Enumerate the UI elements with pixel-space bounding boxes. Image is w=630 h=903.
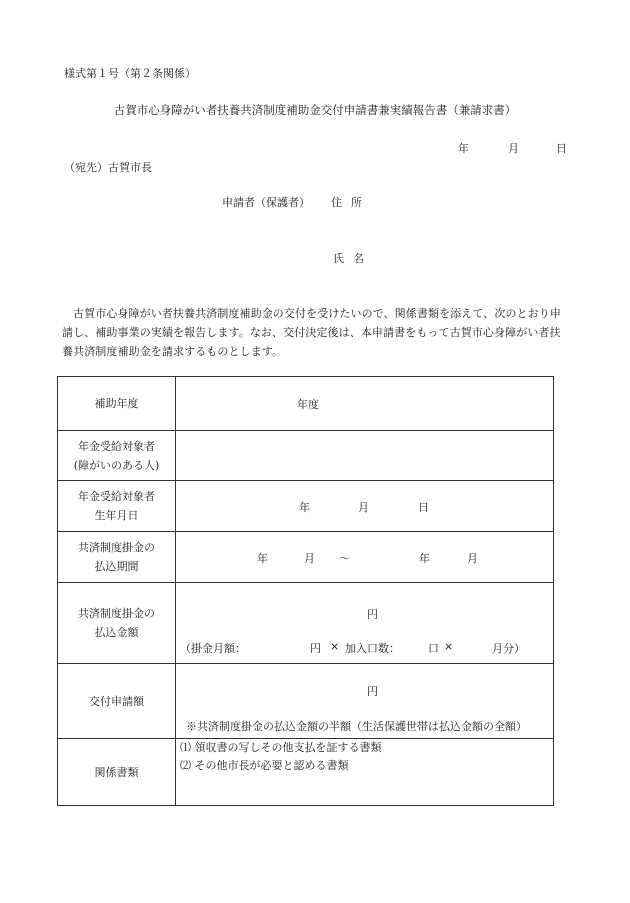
row-recipient xyxy=(58,431,554,481)
row-period xyxy=(58,532,554,583)
grant-label: 交付申請額 xyxy=(58,664,176,739)
period-tilde: ～ xyxy=(339,552,350,565)
name-label: 氏名 xyxy=(333,252,373,265)
times-sign-1: × xyxy=(330,640,340,653)
document-title: 古賀市心身障がい者扶養共済制度補助金交付申請書兼実績報告書（兼請求書） xyxy=(113,103,517,117)
addressee: （宛先）古賀市長 xyxy=(64,161,152,174)
monthly-premium-label: （掛金月額： xyxy=(180,642,246,655)
applicant-label: 申請者（保護者） xyxy=(222,196,310,209)
fiscal-year-unit: 年度 xyxy=(297,398,319,411)
recipient-label: 年金受給対象者 (障がいのある人) xyxy=(58,431,176,481)
period-start-month-unit: 月 xyxy=(304,552,315,565)
birth-month-unit: 月 xyxy=(358,501,369,514)
period-field[interactable] xyxy=(176,532,554,583)
amount-field[interactable] xyxy=(176,583,554,664)
row-grant xyxy=(58,664,554,739)
period-end-month-unit: 月 xyxy=(467,552,478,565)
period-end-year-unit: 年 xyxy=(419,552,430,565)
grant-note: ※共済制度掛金の払込金額の半額（生活保護世帯は払込金額の全額） xyxy=(186,720,527,733)
row-amount xyxy=(58,583,554,664)
fiscal-year-label: 補助年度 xyxy=(58,377,176,431)
address-label: 住所 xyxy=(331,196,371,209)
recipient-field[interactable] xyxy=(176,431,554,481)
birthdate-label: 年金受給対象者 生年月日 xyxy=(58,481,176,532)
units-label: 加入口数： xyxy=(345,642,400,655)
grant-yen-unit: 円 xyxy=(367,685,378,698)
birthdate-field[interactable] xyxy=(176,481,554,532)
row-documents xyxy=(58,739,554,806)
row-fiscal-year xyxy=(58,377,554,431)
documents-label: 関係書類 xyxy=(58,739,176,806)
months-label: 月分） xyxy=(492,642,525,655)
period-start-year-unit: 年 xyxy=(257,552,268,565)
document-item-1: ⑴ 領収書の写しその他支払を証する書類 xyxy=(180,741,382,754)
date-day-label: 日 xyxy=(556,142,567,155)
date-year-label: 年 xyxy=(458,142,469,155)
documents-field xyxy=(176,739,554,806)
document-item-2: ⑵ その他市長が必要と認める書類 xyxy=(180,759,349,772)
units-kuchi: 口 xyxy=(428,642,439,655)
form-number-label: 様式第１号（第２条関係） xyxy=(64,67,196,80)
row-birthdate xyxy=(58,481,554,532)
fiscal-year-field[interactable] xyxy=(176,377,554,431)
period-label: 共済制度掛金の 払込期間 xyxy=(58,532,176,583)
application-statement: 古賀市心身障がい者扶養共済制度補助金の交付を受けたいので、関係書類を添えて、次のとおり申請し、補助事業の実績を報告します。なお、交付決定後は、本申請書をもって古賀市心身障がい者扶養共済制度補助金を請求するものとします。 xyxy=(62,307,561,358)
amount-label: 共済制度掛金の 払込金額 xyxy=(58,583,176,664)
monthly-premium-yen: 円 xyxy=(310,642,321,655)
birth-year-unit: 年 xyxy=(299,501,310,514)
grant-field[interactable] xyxy=(176,664,554,739)
times-sign-2: × xyxy=(444,640,454,653)
date-month-label: 月 xyxy=(508,142,519,155)
birth-day-unit: 日 xyxy=(418,501,429,514)
application-table xyxy=(57,376,554,806)
amount-yen-unit: 円 xyxy=(367,608,378,621)
